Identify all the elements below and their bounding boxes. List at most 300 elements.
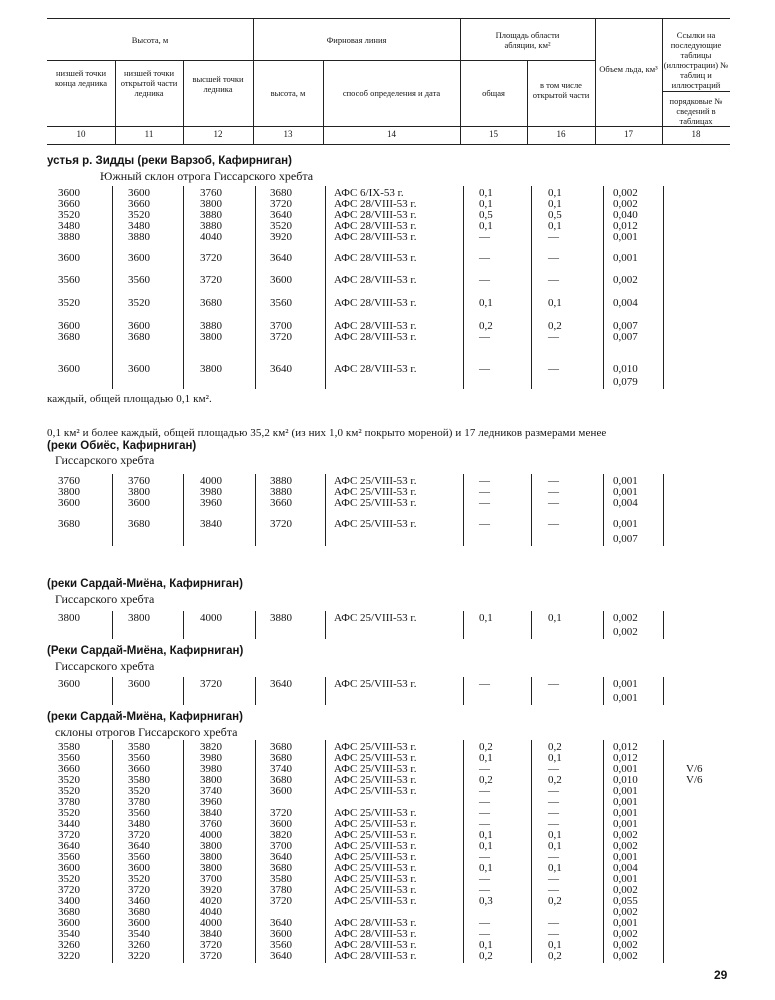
cell-method-date: АФС 25/VIII-53 г. [334,475,417,487]
cell-method-date: АФС 25/VIII-53 г. [334,497,417,509]
cell-highest-point: 3720 [200,939,222,951]
cell-lowest-open-point: 3600 [128,917,150,929]
cell-highest-point: 3960 [200,796,222,808]
col-number: 11 [144,129,154,139]
cell-firn-height: 3680 [270,752,292,764]
cell-ice-volume: 0,002 [613,906,638,918]
cell-method-date: АФС 25/VIII-53 г. [334,884,417,896]
cell-ice-volume: 0,001 [613,475,638,487]
cell-highest-point: 4000 [200,917,222,929]
cell-area-open: — [548,807,559,819]
cell-highest-point: 3880 [200,209,222,221]
table-row [0,950,775,962]
cell-area-open: — [548,252,559,264]
column-rule [663,186,664,389]
cell-firn-height: 3680 [270,741,292,753]
cell-firn-height: 3560 [270,297,292,309]
total-row [0,692,775,704]
cell-highest-point: 3700 [200,873,222,885]
cell-highest-point: 3840 [200,518,222,530]
cell-area-total: 0,1 [479,187,493,199]
cell-lowest-point: 3600 [58,252,80,264]
section-title: (Реки Сардай-Миёна, Кафирниган) [47,645,244,657]
cell-area-total: — [479,928,490,940]
cell-area-open: 0,1 [548,612,562,624]
cell-area-total: — [479,475,490,487]
cell-lowest-point: 3660 [58,198,80,210]
cell-area-total: — [479,884,490,896]
cell-lowest-open-point: 3600 [128,252,150,264]
cell-firn-height: 3720 [270,198,292,210]
column-rule [531,186,532,389]
cell-lowest-point: 3520 [58,209,80,221]
cell-lowest-open-point: 3480 [128,818,150,830]
header-height-group: Высота, м [131,35,169,45]
cell-highest-point: 3800 [200,840,222,852]
cell-lowest-open-point: 3520 [128,785,150,797]
cell-lowest-open-point: 3560 [128,752,150,764]
cell-highest-point: 3720 [200,274,222,286]
cell-firn-height: 3700 [270,320,292,332]
cell-method-date: АФС 28/VIII-53 г. [334,209,417,221]
cell-lowest-open-point: 3600 [128,320,150,332]
cell-method-date: АФС 28/VIII-53 г. [334,220,417,232]
section-note: 0,1 км² и более каждый, общей площадью 35,2 км² (из них 1,0 км² покрыто мореной) и 17 ледников размерами менее [47,427,607,439]
cell-area-total: — [479,851,490,863]
cell-method-date: АФС 25/VIII-53 г. [334,818,417,830]
cell-method-date: АФС 25/VIII-53 г. [334,873,417,885]
cell-lowest-point: 3580 [58,741,80,753]
cell-method-date: АФС 25/VIII-53 г. [334,851,417,863]
cell-ice-volume: 0,002 [613,274,638,286]
column-rule [112,740,113,963]
cell-ice-volume: 0,002 [613,829,638,841]
cell-lowest-point: 3600 [58,917,80,929]
cell-firn-height: 3640 [270,209,292,221]
table-row [0,331,775,343]
cell-ice-volume: 0,001 [613,818,638,830]
cell-ice-volume: 0,002 [613,884,638,896]
cell-firn-height: 3720 [270,807,292,819]
cell-ice-volume: 0,012 [613,220,638,232]
column-rule [463,740,464,963]
cell-ice-volume: 0,007 [613,320,638,332]
page-number: 29 [714,968,728,982]
cell-lowest-open-point: 3600 [128,363,150,375]
cell-highest-point: 3720 [200,950,222,962]
cell-area-total: 0,1 [479,939,493,951]
cell-area-open: 0,1 [548,829,562,841]
cell-highest-point: 3740 [200,785,222,797]
cell-area-total: 0,1 [479,297,493,309]
cell-area-total: — [479,331,490,343]
table-row [0,297,775,309]
header-col12: высшей точки ледника [192,74,244,94]
col-number: 12 [213,129,223,139]
cell-highest-point: 3920 [200,884,222,896]
cell-lowest-open-point: 3560 [128,274,150,286]
cell-area-open: — [548,274,559,286]
cell-ice-volume: 0,004 [613,297,638,309]
cell-method-date: АФС 25/VIII-53 г. [334,895,417,907]
cell-area-total: 0,1 [479,840,493,852]
cell-ice-volume: 0,002 [613,187,638,199]
col-number: 14 [387,129,396,139]
cell-firn-height: 3720 [270,895,292,907]
cell-refs: V/6 [686,763,703,775]
cell-ice-volume: 0,001 [613,252,638,264]
cell-method-date: АФС 25/VIII-53 г. [334,807,417,819]
col-number: 13 [283,129,293,139]
total-row [0,533,775,545]
cell-highest-point: 3800 [200,851,222,863]
cell-firn-height: 3820 [270,829,292,841]
cell-firn-height: 3680 [270,862,292,874]
header-refs-sub: порядковые № сведений в таблицах [669,96,723,126]
cell-ice-volume: 0,012 [613,741,638,753]
header-col15: общая [482,88,505,98]
cell-area-total: — [479,678,490,690]
cell-area-open: 0,1 [548,198,562,210]
cell-highest-point: 4000 [200,612,222,624]
cell-area-total: — [479,497,490,509]
col-number: 15 [489,129,498,139]
cell-method-date: АФС 28/VIII-53 г. [334,917,417,929]
cell-lowest-point: 3720 [58,829,80,841]
cell-firn-height: 3680 [270,187,292,199]
cell-area-total: 0,1 [479,612,493,624]
cell-lowest-point: 3400 [58,895,80,907]
table-row [0,274,775,286]
cell-lowest-point: 3220 [58,950,80,962]
cell-ice-volume: 0,002 [613,612,638,624]
cell-firn-height: 3880 [270,486,292,498]
cell-method-date: АФС 28/VIII-53 г. [334,363,417,375]
cell-lowest-open-point: 3880 [128,231,150,243]
cell-ice-volume: 0,001 [613,807,638,819]
cell-lowest-open-point: 3600 [128,497,150,509]
cell-method-date: АФС 25/VIII-53 г. [334,763,417,775]
cell-method-date: АФС 25/VIII-53 г. [334,862,417,874]
cell-lowest-open-point: 3580 [128,741,150,753]
cell-method-date: АФС 28/VIII-53 г. [334,950,417,962]
cell-lowest-open-point: 3680 [128,518,150,530]
cell-area-open: 0,1 [548,187,562,199]
cell-method-date: АФС 28/VIII-53 г. [334,297,417,309]
section-note: каждый, общей площадью 0,1 км². [47,393,212,405]
cell-lowest-open-point: 3640 [128,840,150,852]
cell-highest-point: 4000 [200,829,222,841]
cell-area-open: 0,1 [548,220,562,232]
cell-method-date: АФС 25/VIII-53 г. [334,752,417,764]
cell-highest-point: 3760 [200,818,222,830]
cell-highest-point: 3800 [200,331,222,343]
cell-method-date: АФС 25/VIII-53 г. [334,486,417,498]
cell-area-total: — [479,818,490,830]
cell-area-open: — [548,363,559,375]
cell-ice-volume-total: 0,007 [613,533,638,545]
cell-highest-point: 3960 [200,497,222,509]
cell-highest-point: 4040 [200,231,222,243]
cell-firn-height: 3600 [270,785,292,797]
cell-method-date: АФС 28/VIII-53 г. [334,274,417,286]
cell-area-open: 0,2 [548,774,562,786]
cell-lowest-open-point: 3220 [128,950,150,962]
cell-ice-volume: 0,010 [613,774,638,786]
cell-lowest-point: 3520 [58,785,80,797]
cell-ice-volume: 0,004 [613,497,638,509]
column-rule [255,740,256,963]
column-rule [663,740,664,963]
cell-ice-volume: 0,001 [613,873,638,885]
cell-area-open: — [548,231,559,243]
cell-area-total: — [479,873,490,885]
cell-highest-point: 3980 [200,752,222,764]
cell-lowest-open-point: 3480 [128,220,150,232]
cell-ice-volume: 0,007 [613,331,638,343]
cell-method-date: АФС 28/VIII-53 г. [334,320,417,332]
cell-ice-volume: 0,002 [613,939,638,951]
cell-lowest-point: 3800 [58,486,80,498]
cell-area-open: — [548,796,559,808]
cell-highest-point: 3720 [200,252,222,264]
cell-ice-volume-total: 0,079 [613,376,638,388]
table-row [0,252,775,264]
cell-lowest-point: 3600 [58,363,80,375]
cell-firn-height: 3740 [270,763,292,775]
cell-lowest-open-point: 3720 [128,884,150,896]
cell-highest-point: 4000 [200,475,222,487]
column-rule [531,740,532,963]
cell-ice-volume: 0,040 [613,209,638,221]
cell-firn-height: 3640 [270,917,292,929]
cell-area-total: — [479,917,490,929]
header-col10: низшей точки конца ледника [54,68,108,88]
cell-area-open: — [548,497,559,509]
cell-ice-volume: 0,002 [613,840,638,852]
cell-lowest-point: 3440 [58,818,80,830]
cell-method-date: АФС 25/VIII-53 г. [334,829,417,841]
cell-method-date: АФС 28/VIII-53 г. [334,331,417,343]
cell-ice-volume: 0,001 [613,231,638,243]
cell-lowest-point: 3800 [58,612,80,624]
cell-area-total: 0,1 [479,862,493,874]
cell-area-open: 0,1 [548,862,562,874]
cell-highest-point: 3680 [200,297,222,309]
cell-firn-height: 3680 [270,774,292,786]
cell-lowest-point: 3540 [58,928,80,940]
col-number: 18 [691,129,701,139]
cell-area-open: 0,1 [548,840,562,852]
cell-area-open: 0,1 [548,752,562,764]
cell-refs: V/6 [686,774,703,786]
cell-area-total: 0,2 [479,741,493,753]
cell-highest-point: 3800 [200,198,222,210]
cell-ice-volume: 0,004 [613,862,638,874]
cell-method-date: АФС 6/IX-53 г. [334,187,404,199]
cell-area-open: 0,1 [548,939,562,951]
cell-area-total: 0,1 [479,220,493,232]
cell-lowest-point: 3560 [58,752,80,764]
cell-area-open: 0,2 [548,741,562,753]
cell-lowest-point: 3780 [58,796,80,808]
cell-lowest-open-point: 3800 [128,486,150,498]
cell-firn-height: 3640 [270,851,292,863]
cell-area-open: — [548,331,559,343]
header-col17: Объем льда, км³ [599,64,658,74]
column-rule [183,186,184,389]
cell-lowest-open-point: 3560 [128,851,150,863]
section-subtitle: Гиссарского хребта [55,453,155,467]
cell-area-open: 0,2 [548,950,562,962]
cell-ice-volume: 0,002 [613,950,638,962]
cell-area-open: — [548,486,559,498]
cell-lowest-open-point: 3600 [128,678,150,690]
cell-method-date: АФС 28/VIII-53 г. [334,252,417,264]
cell-firn-height: 3560 [270,939,292,951]
cell-firn-height: 3600 [270,274,292,286]
table-header [47,18,730,146]
cell-area-open: 0,5 [548,209,562,221]
cell-lowest-open-point: 3520 [128,873,150,885]
cell-area-total: — [479,231,490,243]
cell-area-total: 0,2 [479,774,493,786]
cell-firn-height: 3880 [270,475,292,487]
cell-area-total: 0,1 [479,829,493,841]
header-col14: способ определения и дата [342,88,441,98]
cell-highest-point: 3980 [200,763,222,775]
cell-area-open: 0,2 [548,895,562,907]
cell-lowest-point: 3520 [58,774,80,786]
cell-highest-point: 3760 [200,187,222,199]
cell-area-total: — [479,763,490,775]
cell-firn-height: 3520 [270,220,292,232]
cell-lowest-point: 3560 [58,274,80,286]
cell-area-open: — [548,518,559,530]
cell-ice-volume: 0,001 [613,486,638,498]
cell-ice-volume: 0,002 [613,198,638,210]
cell-firn-height: 3640 [270,252,292,264]
table-row [0,678,775,690]
cell-lowest-point: 3600 [58,497,80,509]
cell-lowest-point: 3680 [58,518,80,530]
cell-firn-height: 3660 [270,497,292,509]
cell-lowest-point: 3600 [58,187,80,199]
cell-lowest-point: 3680 [58,331,80,343]
cell-ice-volume: 0,001 [613,678,638,690]
cell-lowest-point: 3680 [58,906,80,918]
cell-area-total: 0,1 [479,752,493,764]
cell-lowest-point: 3660 [58,763,80,775]
cell-highest-point: 3800 [200,862,222,874]
cell-lowest-point: 3640 [58,840,80,852]
cell-highest-point: 3720 [200,678,222,690]
cell-area-open: — [548,928,559,940]
cell-firn-height: 3640 [270,950,292,962]
cell-lowest-point: 3600 [58,678,80,690]
cell-lowest-point: 3480 [58,220,80,232]
cell-area-open: — [548,917,559,929]
cell-area-total: — [479,796,490,808]
section-title: (реки Обиёс, Кафирниган) [47,440,197,452]
cell-firn-height: 3720 [270,518,292,530]
cell-area-open: — [548,851,559,863]
cell-ice-volume: 0,001 [613,851,638,863]
cell-method-date: АФС 25/VIII-53 г. [334,785,417,797]
cell-lowest-point: 3520 [58,297,80,309]
section-title: устья р. Зидды (реки Варзоб, Кафирниган) [47,155,292,167]
cell-lowest-point: 3260 [58,939,80,951]
cell-area-total: — [479,274,490,286]
cell-method-date: АФС 28/VIII-53 г. [334,231,417,243]
header-firn-group: Фирновая линия [326,35,387,45]
cell-lowest-open-point: 3760 [128,475,150,487]
column-rule [325,740,326,963]
cell-highest-point: 3880 [200,220,222,232]
section-subtitle: Гиссарского хребта [55,659,155,673]
cell-lowest-point: 3600 [58,862,80,874]
table-row [0,497,775,509]
cell-firn-height: 3780 [270,884,292,896]
cell-area-open: 0,2 [548,320,562,332]
cell-lowest-open-point: 3600 [128,862,150,874]
cell-area-open: 0,1 [548,297,562,309]
cell-lowest-open-point: 3540 [128,928,150,940]
cell-area-total: 0,5 [479,209,493,221]
cell-ice-volume: 0,001 [613,796,638,808]
cell-area-open: — [548,475,559,487]
cell-firn-height: 3720 [270,331,292,343]
header-col16: в том числе открытой части [532,80,590,100]
column-rule [463,186,464,389]
cell-firn-height: 3580 [270,873,292,885]
header-area-group: Площадь области абляции, км² [495,30,560,50]
cell-lowest-open-point: 3600 [128,187,150,199]
cell-ice-volume-total: 0,002 [613,626,638,638]
header-refs-group: Ссылки на последующие таблицы (иллюстрации) № таблиц и иллюстраций [663,30,729,90]
cell-firn-height: 3700 [270,840,292,852]
section-title: (реки Сардай-Миёна, Кафирниган) [47,578,243,590]
table-row [0,612,775,624]
total-row [0,376,775,388]
cell-area-total: — [479,807,490,819]
cell-firn-height: 3600 [270,818,292,830]
cell-highest-point: 3820 [200,741,222,753]
cell-ice-volume: 0,010 [613,363,638,375]
col-number: 17 [624,129,633,139]
cell-highest-point: 3980 [200,486,222,498]
cell-highest-point: 3800 [200,774,222,786]
section-subtitle: склоны отрогов Гиссарского хребта [55,725,238,739]
cell-method-date: АФС 28/VIII-53 г. [334,928,417,940]
cell-firn-height: 3600 [270,928,292,940]
cell-lowest-point: 3880 [58,231,80,243]
cell-area-total: 0,3 [479,895,493,907]
cell-ice-volume: 0,002 [613,928,638,940]
cell-method-date: АФС 25/VIII-53 г. [334,774,417,786]
section-subtitle: Гиссарского хребта [55,592,155,606]
cell-area-total: 0,2 [479,950,493,962]
column-rule [112,186,113,389]
section-title: (реки Сардай-Миёна, Кафирниган) [47,711,243,723]
cell-area-open: — [548,678,559,690]
cell-area-total: — [479,518,490,530]
col-number: 10 [76,129,86,139]
cell-lowest-open-point: 3680 [128,331,150,343]
cell-method-date: АФС 28/VIII-53 г. [334,939,417,951]
cell-highest-point: 4040 [200,906,222,918]
cell-lowest-open-point: 3660 [128,763,150,775]
